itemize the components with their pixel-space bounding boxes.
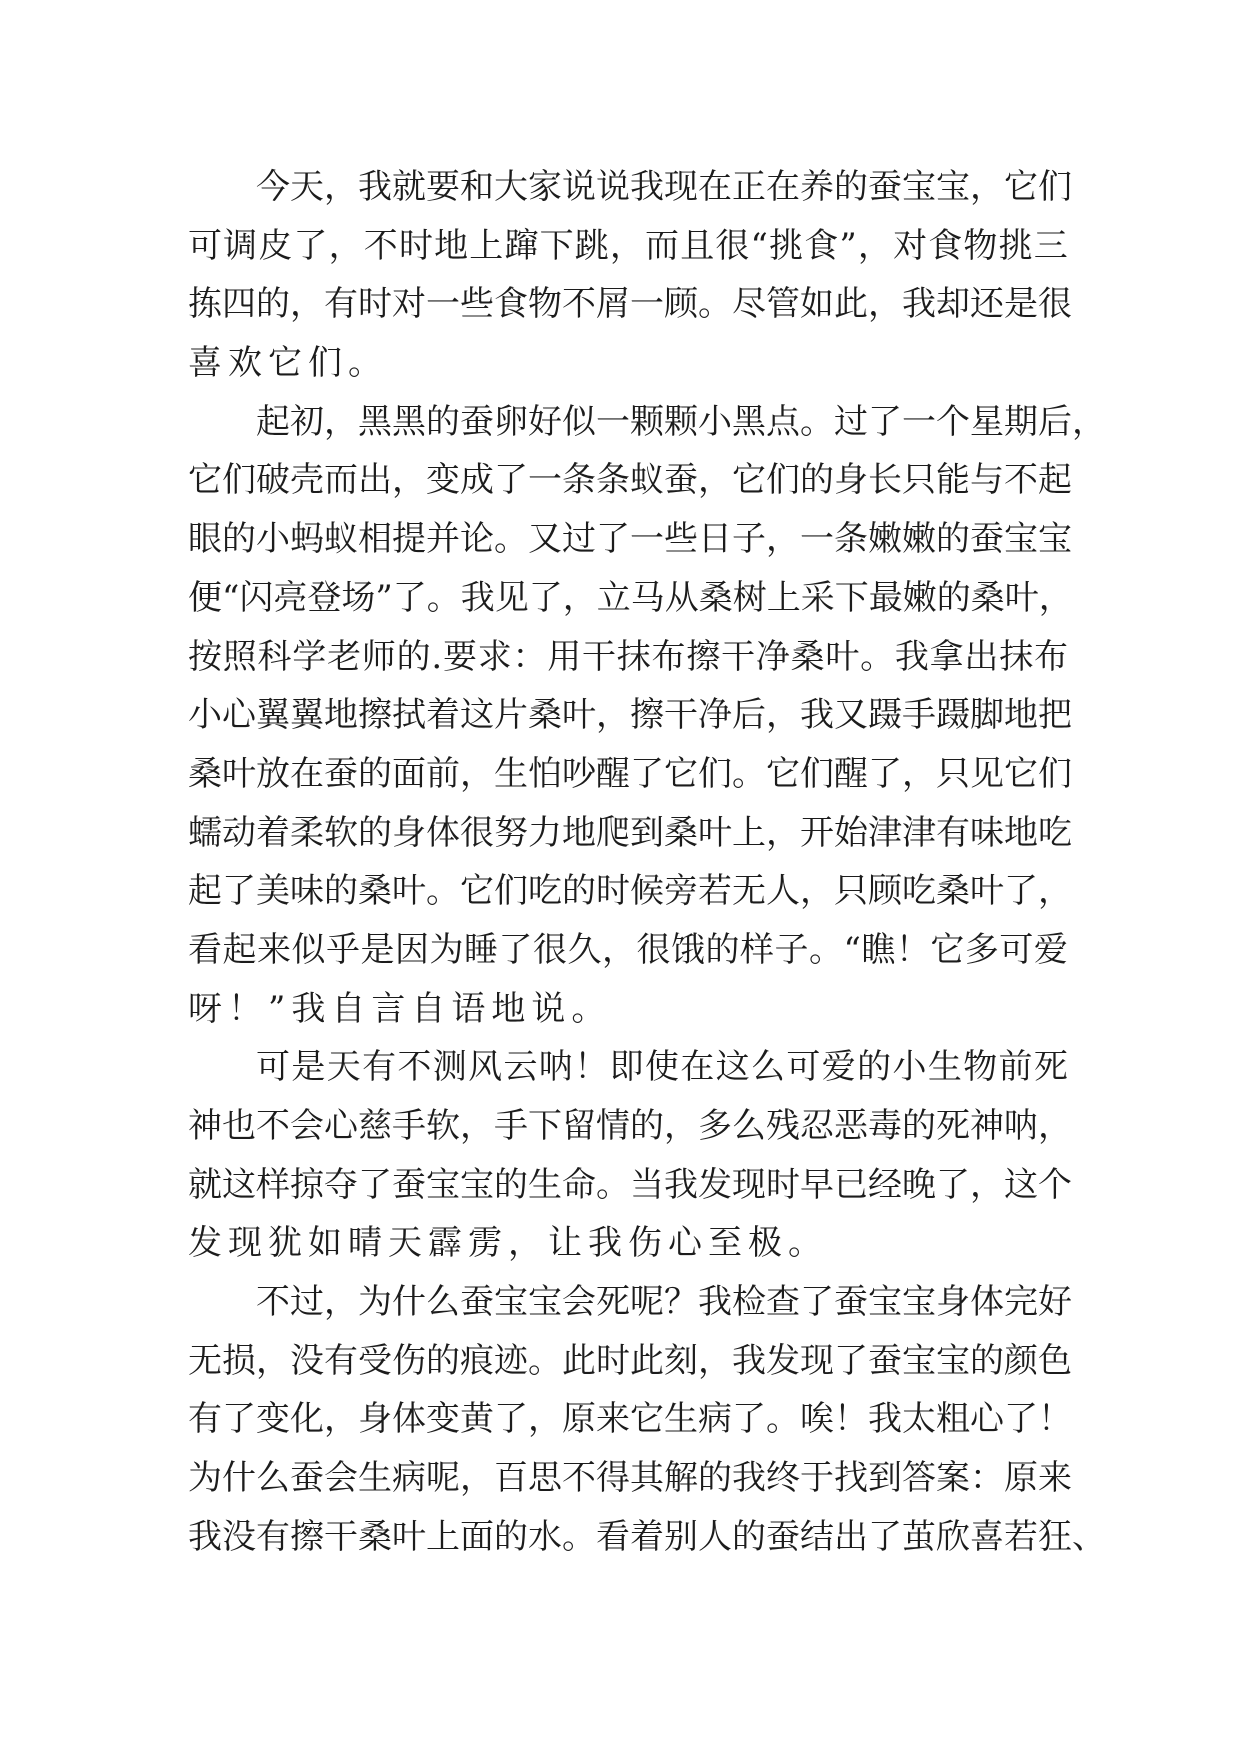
paragraph-2-line-3: 眼 的 小 蚂 蚁 相 提 并 论 。 又 过 了 一 些 日 子 ， 一 条 嫩 嫩 的 蚕 宝 宝 [188, 519, 1072, 560]
paragraph-2-line-4: 便 “ 闪 亮 登 场 ” 了 。 我 见 了 ， 立 马 从 桑 树 上 采 下 最 嫩 的 桑 叶 ， [188, 577, 1073, 618]
paragraph-2-line-6: 小 心 翼 翼 地 擦 拭 着 这 片 桑 叶 ， 擦 干 净 后 ， 我 又 蹑 手 蹑 脚 地 把 [188, 695, 1072, 736]
paragraph-3-line-4: 发现犹如晴天霹雳，让我伤心至极。 [188, 1223, 828, 1264]
paragraph-1-line-4: 喜欢它们。 [188, 343, 388, 384]
paragraph-4-line-4: 为 什 么 蚕 会 生 病 呢 ， 百 思 不 得 其 解 的 我 终 于 找 到 答 案 ： 原 来 [188, 1458, 1072, 1499]
paragraph-2-line-2: 它 们 破 壳 而 出 ， 变 成 了 一 条 条 蚁 蚕 ， 它 们 的 身 长 只 能 与 不 起 [188, 460, 1072, 501]
paragraph-2-line-5: 按 照 科 学 老 师 的 . 要 求 ： 用 干 抹 布 擦 干 净 桑 叶 。 我 拿 出 抹 布 [188, 636, 1068, 677]
essay-body [188, 158, 1106, 1567]
paragraph-4-line-5: 我 没 有 擦 干 桑 叶 上 面 的 水 。 看 着 别 人 的 蚕 结 出 了 茧 欣 喜 若 狂 、 [188, 1516, 1106, 1557]
paragraph-4-line-3: 有 了 变 化 ， 身 体 变 黄 了 ， 原 来 它 生 病 了 。 唉 ！ 我 太 粗 心 了 ！ [188, 1399, 1072, 1440]
paragraph-4-line-2: 无 损 ， 没 有 受 伤 的 痕 迹 。 此 时 此 刻 ， 我 发 现 了 蚕 宝 宝 的 颜 色 [188, 1340, 1072, 1381]
paragraph-2-line-7: 桑 叶 放 在 蚕 的 面 前 ， 生 怕 吵 醒 了 它 们 。 它 们 醒 了 ， 只 见 它 们 [188, 753, 1072, 794]
paragraph-1-line-2: 可 调 皮 了 ， 不 时 地 上 蹿 下 跳 ， 而 且 很 “ 挑 食 ” ， 对 食 物 挑 三 [188, 225, 1068, 266]
paragraph-3-line-1: 可 是 天 有 不 测 风 云 呐 ！ 即 使 在 这 么 可 爱 的 小 生 物 前 死 [256, 1047, 1068, 1088]
paragraph-3-line-2: 神 也 不 会 心 慈 手 软 ， 手 下 留 情 的 ， 多 么 残 忍 恶 毒 的 死 神 呐 ， [188, 1106, 1072, 1146]
paragraph-1-line-3: 拣 四 的 ， 有 时 对 一 些 食 物 不 屑 一 顾 。 尽 管 如 此 ， 我 却 还 是 很 [188, 284, 1072, 325]
paragraph-3-line-3: 就 这 样 掠 夺 了 蚕 宝 宝 的 生 命 。 当 我 发 现 时 早 已 经 晚 了 ， 这 个 [188, 1164, 1072, 1205]
paragraph-2-line-9: 起 了 美 味 的 桑 叶 。 它 们 吃 的 时 候 旁 若 无 人 ， 只 顾 吃 桑 叶 了 ， [188, 871, 1072, 912]
paragraph-1-line-1: 今 天 ， 我 就 要 和 大 家 说 说 我 现 在 正 在 养 的 蚕 宝 宝 ， 它 们 [256, 167, 1072, 207]
paragraph-2-line-10: 看 起 来 似 乎 是 因 为 睡 了 很 久 ， 很 饿 的 样 子 。 “ 瞧 ！ 它 多 可 爱 [188, 929, 1068, 970]
paragraph-2-line-11: 呀！”我自言自语地说。 [188, 988, 612, 1029]
paragraph-4-line-1: 不 过 ， 为 什 么 蚕 宝 宝 会 死 呢 ？ 我 检 查 了 蚕 宝 宝 身 体 完 好 [256, 1282, 1072, 1323]
paragraph-2-line-1: 起 初 ， 黑 黑 的 蚕 卵 好 似 一 颗 颗 小 黑 点 。 过 了 一 个 星 期 后 ， [256, 401, 1106, 442]
paragraph-2-line-8: 蠕 动 着 柔 软 的 身 体 很 努 力 地 爬 到 桑 叶 上 ， 开 始 津 津 有 味 地 吃 [188, 812, 1072, 853]
